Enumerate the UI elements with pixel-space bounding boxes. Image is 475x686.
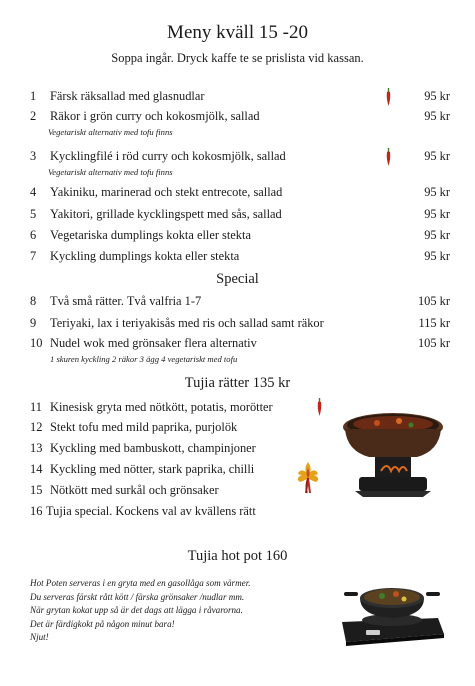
item-price: 95 kr <box>424 89 450 103</box>
menu-item-10 <box>30 336 450 353</box>
item-name: Vegetariska dumplings kokta eller stekta <box>50 228 251 242</box>
menu-item-2 <box>30 109 450 126</box>
item-number: 10 <box>30 336 43 350</box>
item-number: 14 <box>30 462 43 476</box>
item-3-note: Vegetariskt alternativ med tofu finns <box>48 167 173 177</box>
item-price: 95 kr <box>424 185 450 199</box>
item-number: 9 <box>30 316 37 330</box>
item-number: 3 <box>30 149 37 163</box>
item-number: 13 <box>30 441 43 455</box>
item-price: 105 kr <box>417 294 450 308</box>
hotpot-line: Hot Poten serveras i en gryta med en gasollåga som värmer. <box>30 578 251 588</box>
menu-item-7 <box>30 249 450 266</box>
item-name: Nudel wok med grönsaker flera alternativ <box>50 336 257 350</box>
item-name: Tujia special. Kockens val av kvällens rätt <box>46 504 256 518</box>
item-price: 115 kr <box>418 316 450 330</box>
menu-item-6 <box>30 228 450 245</box>
hotpot-description <box>30 577 330 645</box>
item-name: Färsk räksallad med glasnudlar <box>50 89 205 103</box>
chili-icon <box>385 88 392 106</box>
hotpot-line: Njut! <box>30 632 49 643</box>
menu-subtitle: Soppa ingår. Dryck kaffe te se prislista vid kassan. <box>111 51 364 65</box>
hotpot-line: När grytan kokat upp så är det dags att lägga i råvarorna. <box>30 605 243 616</box>
menu-item-16 <box>30 504 450 521</box>
item-name: Stekt tofu med mild paprika, purjolök <box>50 420 238 434</box>
item-number: 6 <box>30 228 37 242</box>
item-name: Två små rätter. Två valfria 1-7 <box>50 294 202 308</box>
chili-icon <box>316 398 323 416</box>
menu-item-4 <box>30 185 450 202</box>
special-heading: Special <box>216 271 259 287</box>
item-number: 4 <box>30 185 37 199</box>
chili-icon <box>385 148 392 166</box>
hotpot-line: Du serveras färskt rått kött / färska grönsaker /nudlar mm. <box>30 591 245 602</box>
clay-pot-image <box>337 405 449 501</box>
item-name: Kycklingfilé i röd curry och kokosmjölk, sallad <box>50 149 286 163</box>
hot-pot-stove-image <box>338 572 446 648</box>
flame-icon <box>292 460 324 494</box>
item-number: 5 <box>30 207 37 221</box>
item-name: Nötkött med surkål och grönsaker <box>50 483 219 497</box>
menu-item-8 <box>30 294 450 311</box>
menu-item-9 <box>30 316 450 333</box>
tujia-heading: Tujia rätter 135 kr <box>184 375 291 391</box>
item-price: 105 kr <box>417 336 450 350</box>
item-number: 12 <box>30 420 43 434</box>
item-number: 1 <box>30 89 37 103</box>
menu-item-5 <box>30 207 450 224</box>
item-price: 95 kr <box>424 149 450 163</box>
item-name: Räkor i grön curry och kokosmjölk, sallad <box>50 109 260 123</box>
item-number: 15 <box>30 483 43 497</box>
item-price: 95 kr <box>424 109 450 123</box>
item-name: Teriyaki, lax i teriyakisås med ris och sallad samt räkor <box>50 316 324 330</box>
item-number: 16 <box>30 504 43 518</box>
item-name: Yakitori, grillade kycklingspett med sås, sallad <box>50 207 282 221</box>
hotpot-line: Det är färdigkokt på någon minut bara! <box>30 618 175 629</box>
item-name: Kyckling med bambuskott, champinjoner <box>50 441 256 455</box>
hotpot-heading: Tujia hot pot 160 <box>187 548 288 564</box>
item-2-note: Vegetariskt alternativ med tofu finns <box>48 127 173 137</box>
item-name: Kinesisk gryta med nötkött, potatis, morötter <box>50 400 273 414</box>
item-price: 95 kr <box>424 249 450 263</box>
item-name: Yakiniku, marinerad och stekt entrecote, sallad <box>50 185 283 199</box>
item-10-note: 1 skuren kyckling 2 räkor 3 ägg 4 vegetariskt med tofu <box>50 354 238 364</box>
item-price: 95 kr <box>424 228 450 242</box>
item-number: 2 <box>30 109 37 123</box>
item-name: Kyckling dumplings kokta eller stekta <box>50 249 240 263</box>
item-number: 8 <box>30 294 37 308</box>
menu-title: Meny kväll 15 -20 <box>167 22 308 43</box>
item-number: 7 <box>30 249 37 263</box>
item-name: Kyckling med nötter, stark paprika, chilli <box>50 462 255 476</box>
item-price: 95 kr <box>424 207 450 221</box>
item-number: 11 <box>30 400 42 414</box>
